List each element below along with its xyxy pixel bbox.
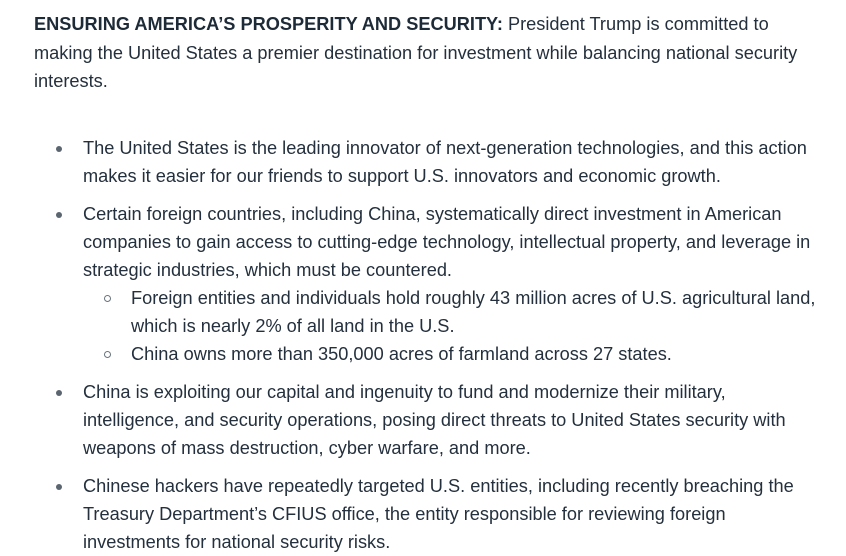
sub-bullet-item bbox=[83, 284, 820, 340]
bullet-text: The United States is the leading innovator of next-generation technologies, and this action makes it easier for our friends to support U.S. innovators and economic growth. bbox=[83, 137, 807, 186]
bullet-list bbox=[34, 134, 820, 556]
intro-paragraph bbox=[34, 10, 820, 96]
sub-bullet-text: China owns more than 350,000 acres of farmland across 27 states. bbox=[131, 343, 672, 364]
bullet-dot-icon bbox=[56, 484, 62, 490]
bullet-item bbox=[34, 200, 820, 368]
sub-bullet-item bbox=[83, 340, 820, 368]
sub-bullet-text: Foreign entities and individuals hold roughly 43 million acres of U.S. agricultural land, which is nearly 2% of all land in the U.S. bbox=[131, 287, 816, 336]
bullet-item bbox=[34, 378, 820, 462]
sub-bullet-list bbox=[83, 284, 820, 368]
bullet-item bbox=[34, 134, 820, 190]
bullet-dot-icon bbox=[56, 146, 62, 152]
bullet-text: China is exploiting our capital and ingenuity to fund and modernize their military, intelligence, and security operations, posing direct threats to United States security with weapons of mass destruction, cyber warfare, and more. bbox=[83, 381, 786, 458]
bullet-text: Certain foreign countries, including China, systematically direct investment in American companies to gain access to cutting-edge technology, intellectual property, and leverage in strategic industries, which must be countered. bbox=[83, 203, 811, 280]
bullet-dot-icon bbox=[56, 212, 62, 218]
bullet-text: Chinese hackers have repeatedly targeted U.S. entities, including recently breaching the Treasury Department’s CFIUS office, the entity responsible for reviewing foreign investments for national security risks. bbox=[83, 475, 794, 552]
hollow-circle-icon bbox=[104, 351, 111, 358]
hollow-circle-icon bbox=[104, 295, 111, 302]
bullet-item bbox=[34, 472, 820, 556]
intro-heading: ENSURING AMERICA’S PROSPERITY AND SECURITY: bbox=[34, 14, 503, 34]
intro-text: President Trump is committed to making the United States a premier destination for investment while balancing national security interests. bbox=[34, 14, 798, 91]
bullet-dot-icon bbox=[56, 390, 62, 396]
